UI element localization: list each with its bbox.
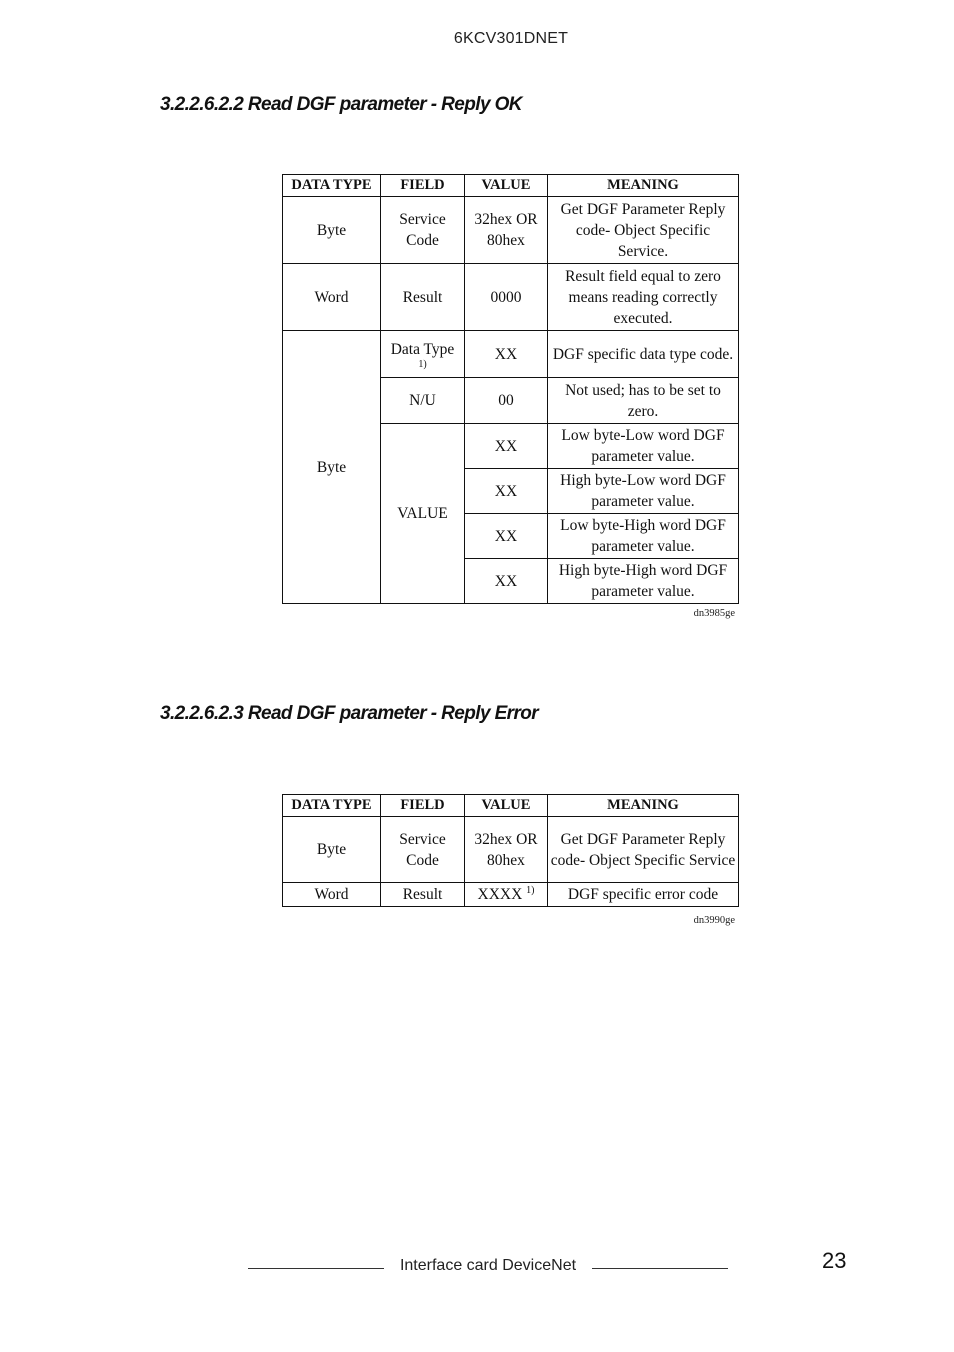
field-cell: Service Code <box>381 197 465 264</box>
meaning-cell: DGF specific data type code. <box>548 331 739 378</box>
page-footer <box>0 1256 954 1280</box>
footer-rule-left <box>248 1268 384 1269</box>
document-code: 6KCV301DNET <box>453 30 569 47</box>
figure-code: dn3985ge <box>693 608 735 619</box>
data-type-cell: Word <box>283 883 381 907</box>
field-cell: Service Code <box>381 817 465 883</box>
meaning-cell: Get DGF Parameter Reply code- Object Specific Service. <box>548 197 739 264</box>
value-cell: 00 <box>465 378 548 424</box>
field-cell: VALUE <box>381 424 465 604</box>
meaning-cell: Result field equal to zero means reading correctly executed. <box>548 264 739 331</box>
value-cell: XX <box>465 331 548 378</box>
footnote-marker: 1) <box>418 358 427 370</box>
table-row <box>283 264 739 331</box>
value-cell <box>465 883 548 907</box>
column-header: MEANING <box>548 795 739 817</box>
value-text: XXXX <box>477 886 523 903</box>
column-header: DATA TYPE <box>283 175 381 197</box>
meaning-cell: High byte-High word DGF parameter value. <box>548 559 739 604</box>
meaning-cell: Get DGF Parameter Reply code- Object Specific Service <box>548 817 739 883</box>
value-cell: XX <box>465 559 548 604</box>
data-type-cell: Byte <box>283 817 381 883</box>
footer-text: Interface card DeviceNet <box>399 1257 577 1274</box>
meaning-cell: Not used; has to be set to zero. <box>548 378 739 424</box>
value-cell: XX <box>465 424 548 469</box>
field-text: Data Type <box>390 340 455 358</box>
field-cell: Result <box>381 264 465 331</box>
column-header: FIELD <box>381 795 465 817</box>
field-cell <box>381 331 465 378</box>
data-type-cell: Word <box>283 264 381 331</box>
table-row <box>283 331 739 378</box>
column-header: DATA TYPE <box>283 795 381 817</box>
value-cell: XX <box>465 469 548 514</box>
column-header: FIELD <box>381 175 465 197</box>
table-header-row <box>283 175 739 197</box>
section-heading-reply-error: 3.2.2.6.2.3 Read DGF parameter - Reply Error <box>160 703 539 724</box>
column-header: VALUE <box>465 175 548 197</box>
field-cell: N/U <box>381 378 465 424</box>
meaning-cell: High byte-Low word DGF parameter value. <box>548 469 739 514</box>
value-cell: 32hex OR 80hex <box>465 817 548 883</box>
table-row <box>283 883 739 907</box>
value-cell: 32hex OR 80hex <box>465 197 548 264</box>
column-header: MEANING <box>548 175 739 197</box>
value-cell: XX <box>465 514 548 559</box>
table-row <box>283 197 739 264</box>
page-number: 23 <box>822 1248 847 1273</box>
reply-ok-table <box>282 174 739 604</box>
data-type-cell: Byte <box>283 331 381 604</box>
meaning-cell: Low byte-Low word DGF parameter value. <box>548 424 739 469</box>
column-header: VALUE <box>465 795 548 817</box>
footnote-marker: 1) <box>526 884 535 896</box>
table-row <box>283 817 739 883</box>
value-cell: 0000 <box>465 264 548 331</box>
data-type-cell: Byte <box>283 197 381 264</box>
figure-code: dn3990ge <box>693 915 735 926</box>
meaning-cell: Low byte-High word DGF parameter value. <box>548 514 739 559</box>
table-header-row <box>283 795 739 817</box>
meaning-cell: DGF specific error code <box>548 883 739 907</box>
footer-rule-right <box>592 1268 728 1269</box>
section-heading-reply-ok: 3.2.2.6.2.2 Read DGF parameter - Reply OK <box>160 94 522 115</box>
reply-error-table <box>282 794 739 907</box>
field-cell: Result <box>381 883 465 907</box>
